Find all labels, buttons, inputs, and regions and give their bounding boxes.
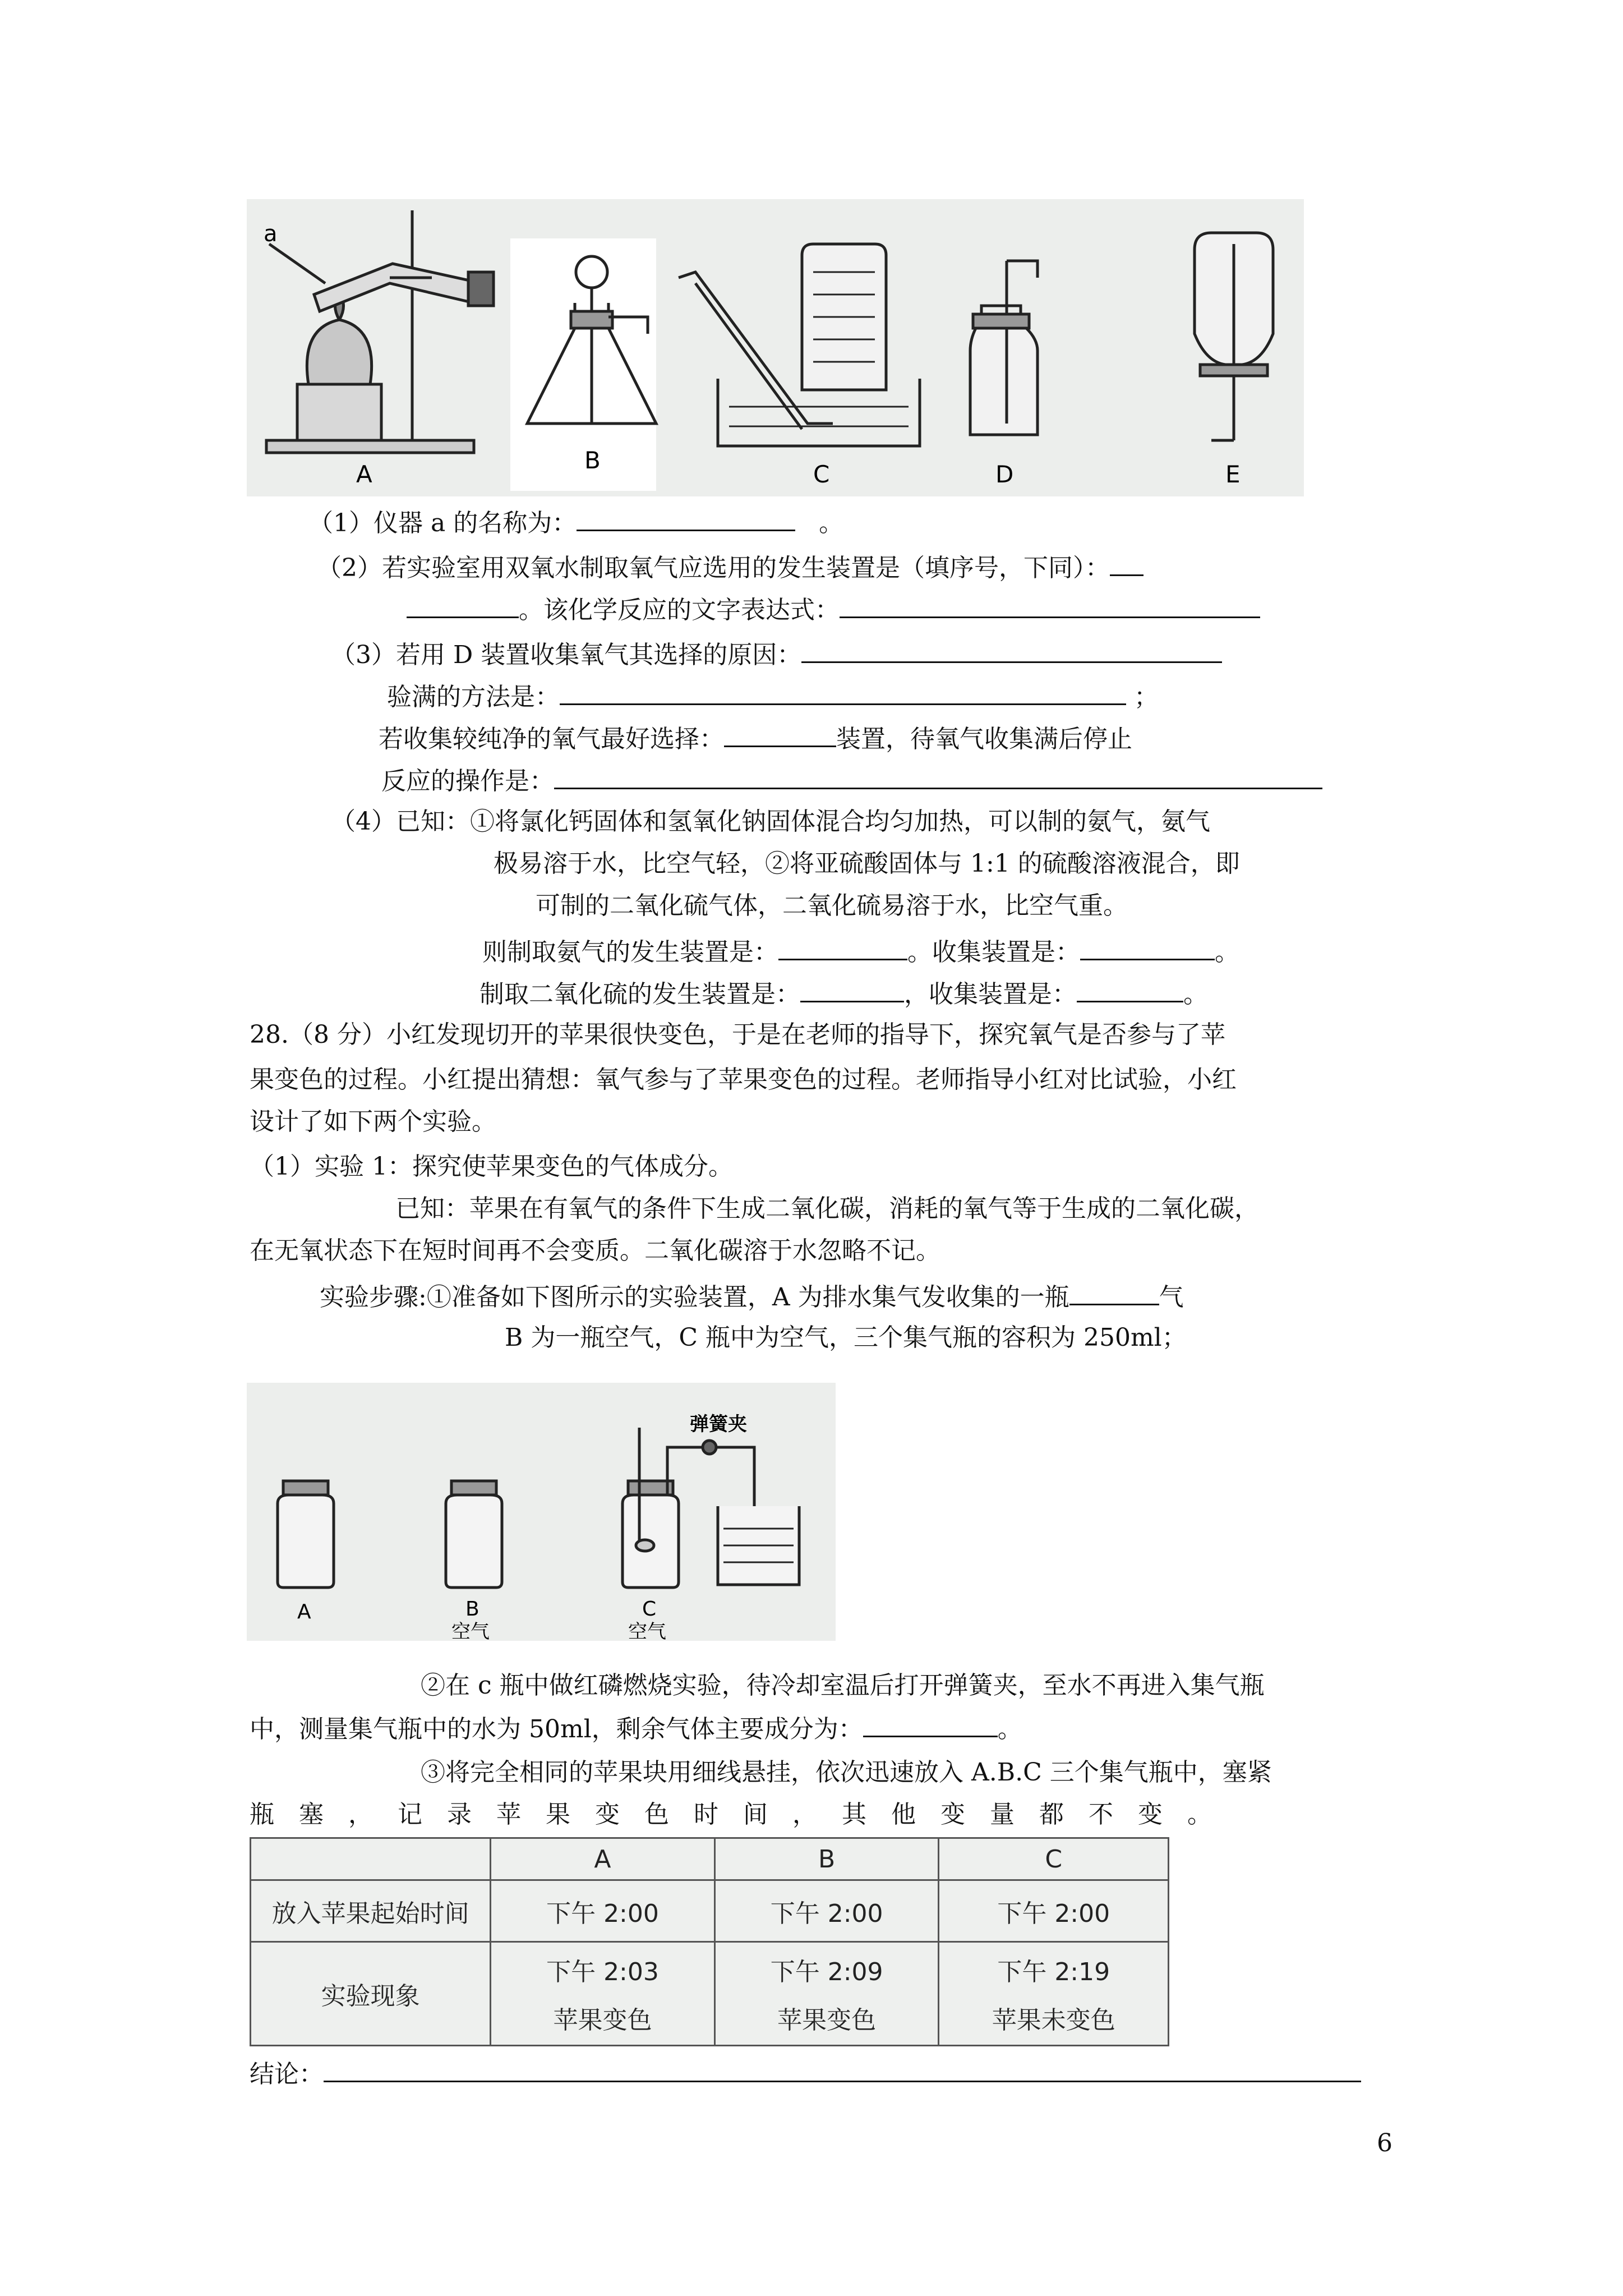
stand-base: [266, 440, 474, 453]
q27-part4-c: 可制的二氧化硫气体，二氧化硫易溶于水，比空气重。: [536, 891, 1128, 920]
answer-blank[interactable]: [840, 592, 1260, 618]
phenomenon-c: 下午 2:19 苹果未变色: [939, 1942, 1169, 2046]
q27-part2-cont: 。该化学反应的文字表达式：: [407, 592, 1260, 627]
label-a-pointer: [269, 244, 325, 283]
conclusion-line: 结论：: [250, 2056, 1361, 2091]
table-header-a: A: [491, 1838, 715, 1880]
bottle-a-cap: [283, 1481, 328, 1495]
answer-blank[interactable]: [800, 976, 904, 1002]
spring-clamp-label: 弹簧夹: [690, 1413, 747, 1435]
answer-blank[interactable]: [724, 721, 836, 747]
label-A: A: [297, 1600, 311, 1623]
q28-step3: ③将完全相同的苹果块用细线悬挂，依次迅速放入 A.B.C 三个集气瓶中，塞紧: [421, 1758, 1272, 1787]
answer-blank[interactable]: [554, 763, 1322, 789]
q27-part3-c: 若收集较纯净的氧气最好选择： 装置，待氧气收集满后停止: [379, 721, 1132, 756]
page-number: 6: [1377, 2129, 1393, 2157]
q27-part4-e: 制取二氧化硫的发生装置是： ，收集装置是： 。: [479, 976, 1208, 1011]
answer-blank[interactable]: [560, 679, 1126, 705]
answer-blank[interactable]: [1077, 976, 1183, 1002]
answer-blank[interactable]: [1069, 1279, 1159, 1305]
q28-line4: （1）实验 1：探究使苹果变色的气体成分。: [250, 1152, 733, 1181]
results-table: [250, 1837, 1169, 2046]
q27-part1: （1）仪器 a 的名称为： 。: [308, 505, 843, 540]
q28-line1: 28.（8 分）小红发现切开的苹果很快变色，于是在老师的指导下，探究氧气是否参与了苹: [250, 1020, 1225, 1049]
answer-blank[interactable]: [1080, 934, 1215, 960]
label-B: B: [465, 1598, 479, 1621]
bottle-b-cap: [451, 1481, 496, 1495]
q27-part2: （2）若实验室用双氧水制取氧气应选用的发生装置是（填序号，下同）：: [317, 550, 1144, 585]
label-A: A: [356, 461, 372, 488]
label-D: D: [995, 461, 1014, 488]
q28-line2: 果变色的过程。小红提出猜想：氧气参与了苹果变色的过程。老师指导小红对比试验，小红: [250, 1065, 1237, 1094]
table-header-b: B: [714, 1838, 939, 1880]
alcohol-lamp: [307, 320, 371, 384]
q27-part3-b: 验满的方法是： ；: [387, 679, 1159, 714]
q28-step2: ②在 c 瓶中做红磷燃烧实验，待冷却室温后打开弹簧夹，至水不再进入集气瓶: [421, 1671, 1265, 1700]
row-label-phenomenon: 实验现象: [251, 1942, 491, 2046]
phenomenon-a: 下午 2:03 苹果变色: [491, 1942, 715, 2046]
q27-part3-d: 反应的操作是：: [381, 763, 1322, 798]
table-header-empty: [251, 1838, 491, 1880]
label-B-air: 空气: [451, 1621, 490, 1641]
q28-line6: 在无氧状态下在短时间再不会变质。二氧化碳溶于水忽略不记。: [250, 1236, 940, 1265]
conclusion-blank[interactable]: [324, 2056, 1361, 2082]
answer-blank[interactable]: [1110, 550, 1144, 576]
panel-b: [510, 238, 656, 491]
label-C-air: 空气: [628, 1621, 666, 1641]
phenomenon-b: 下午 2:09 苹果变色: [714, 1942, 939, 2046]
bottle-diagram: [247, 1383, 836, 1641]
q27-part4: （4）已知：①将氯化钙固体和氢氧化钠固体混合均匀加热，可以制的氨气，氨气: [331, 807, 1210, 836]
start-time-c: 下午 2:00: [939, 1880, 1169, 1942]
row-label-start-time: 放入苹果起始时间: [251, 1880, 491, 1942]
q28-line7: 实验步骤:①准备如下图所示的实验装置，A 为排水集气发收集的一瓶 气: [320, 1279, 1184, 1314]
q27-part4-b: 极易溶于水，比空气轻，②将亚硫酸固体与 1:1 的硫酸溶液混合，即: [494, 849, 1240, 878]
label-a: a: [264, 221, 278, 247]
start-time-b: 下午 2:00: [714, 1880, 939, 1942]
q28-line3: 设计了如下两个实验。: [250, 1107, 496, 1136]
answer-blank[interactable]: [407, 592, 519, 618]
q28-step2-cont: 中，测量集气瓶中的水为 50ml，剩余气体主要成分为： 。: [250, 1711, 1022, 1746]
q28-line5: 已知：苹果在有氧气的条件下生成二氧化碳，消耗的氧气等于生成的二氧化碳，: [395, 1194, 1259, 1223]
q27-part3: （3）若用 D 装置收集氧气其选择的原因：: [331, 637, 1222, 672]
table-header-c: C: [939, 1838, 1169, 1880]
apparatus-figure-2: [247, 1383, 836, 1641]
bottle-b: [446, 1495, 502, 1588]
burner-block: [297, 384, 381, 440]
apparatus-diagram: [247, 199, 1304, 496]
gas-bottle-d: [970, 328, 1038, 435]
bottle-a: [278, 1495, 334, 1588]
answer-blank[interactable]: [778, 934, 907, 960]
answer-blank[interactable]: [863, 1711, 998, 1737]
start-time-a: 下午 2:00: [491, 1880, 715, 1942]
q27-part4-d: 则制取氨气的发生装置是： 。收集装置是： 。: [482, 934, 1239, 969]
label-C: C: [642, 1598, 657, 1621]
q28-line8: B 为一瓶空气，C 瓶中为空气，三个集气瓶的容积为 250ml；: [505, 1323, 1187, 1352]
apparatus-figure-1: [247, 199, 1304, 496]
test-tube: [314, 264, 482, 311]
label-B: B: [584, 447, 601, 474]
spring-clamp: [703, 1441, 716, 1454]
answer-blank[interactable]: [801, 637, 1222, 663]
label-E: E: [1225, 461, 1241, 488]
q28-step3-cont: 瓶塞，记录苹果变色时间，其他变量都不变。: [250, 1800, 1237, 1829]
label-C: C: [813, 461, 830, 488]
answer-blank[interactable]: [577, 505, 795, 531]
